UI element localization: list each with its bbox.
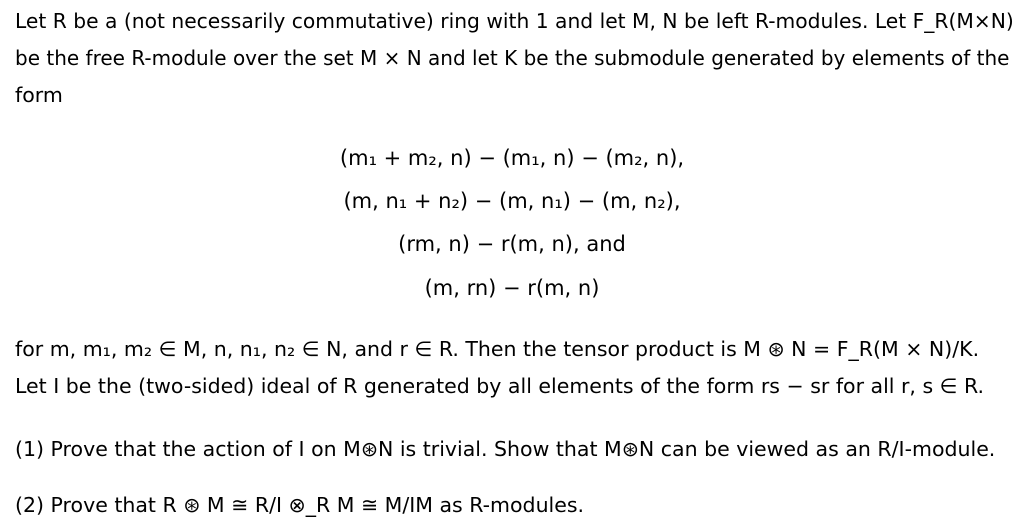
part-1: (1) Prove that the action of I on M⊛N is trivial. Show that M⊛N can be viewed as an R/I-module. xyxy=(15,437,996,461)
equation-3: (rm, n) − r(m, n), and xyxy=(398,232,626,256)
part-2: (2) Prove that R ⊛ M ≅ R/I ⊗_R M ≅ M/IM as R-modules. xyxy=(15,493,585,517)
after-line-1: for m, m₁, m₂ ∈ M, n, n₁, n₂ ∈ N, and r ∈ R. Then the tensor product is M ⊛ N = F_R(M × N)/K. xyxy=(15,337,980,361)
intro-line-3: form xyxy=(15,83,63,107)
intro-line-1: Let R be a (not necessarily commutative) ring with 1 and let M, N be left R-modules. Let F_R(M×N) xyxy=(15,9,1014,33)
equation-4: (m, rn) − r(m, n) xyxy=(424,276,600,300)
equation-2: (m, n₁ + n₂) − (m, n₁) − (m, n₂), xyxy=(343,189,681,213)
intro-line-2: be the free R-module over the set M × N and let K be the submodule generated by elements of the xyxy=(15,46,1010,70)
after-line-2: Let I be the (two-sided) ideal of R generated by all elements of the form rs − sr for all r, s ∈ R. xyxy=(15,374,985,398)
equation-1: (m₁ + m₂, n) − (m₁, n) − (m₂, n), xyxy=(339,146,685,170)
